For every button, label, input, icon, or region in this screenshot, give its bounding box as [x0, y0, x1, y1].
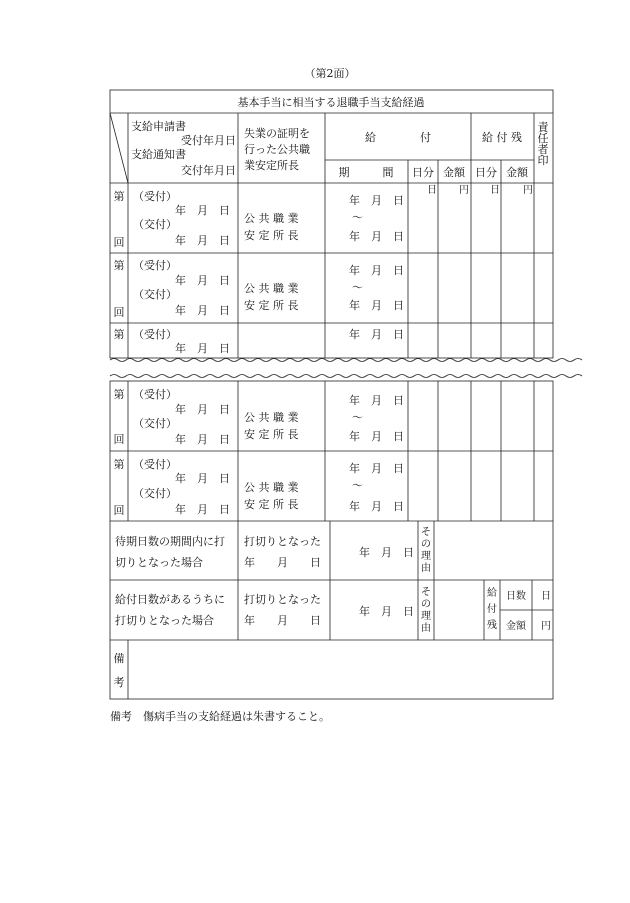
- svg-text:考: 考: [113, 676, 125, 689]
- history-table-bottom: [110, 381, 553, 699]
- break-mark: [110, 359, 582, 378]
- svg-text:（受付）: （受付）: [133, 388, 177, 401]
- header-office-3: 業安定所長: [244, 159, 299, 172]
- svg-text:年 月 日: 年 月 日: [244, 614, 321, 627]
- header-apply-doc: 支給申請書: [131, 120, 186, 133]
- svg-text:（受付）: （受付）: [133, 190, 177, 203]
- svg-text:年 月 日: 年 月 日: [359, 605, 414, 618]
- svg-text:円: 円: [541, 621, 551, 632]
- svg-text:備: 備: [113, 652, 125, 665]
- unit-day: 日: [427, 185, 437, 196]
- svg-text:金額: 金額: [506, 621, 526, 632]
- header-days: 日分: [412, 166, 434, 179]
- table-row: [114, 327, 405, 355]
- svg-text:給: 給: [487, 588, 497, 599]
- svg-text:回: 回: [113, 236, 125, 249]
- table-row: [114, 457, 405, 517]
- svg-text:由: 由: [421, 563, 431, 574]
- svg-text:理: 理: [421, 611, 431, 622]
- svg-text:年 月 日: 年 月 日: [349, 394, 404, 407]
- svg-text:年 月 日: 年 月 日: [349, 230, 404, 243]
- unit-yen: 円: [459, 185, 469, 196]
- table-row: [114, 258, 405, 319]
- header-days-2: 日分: [475, 166, 497, 179]
- header-office-1: 失業の証明を: [244, 127, 310, 140]
- svg-text:（交付）: （交付）: [133, 218, 177, 231]
- svg-text:公 共 職 業: 公 共 職 業: [244, 282, 299, 295]
- svg-text:年 月 日: 年 月 日: [349, 328, 404, 341]
- svg-text:印: 印: [537, 154, 549, 167]
- svg-text:第: 第: [113, 259, 125, 272]
- svg-text:安 定 所 長: 安 定 所 長: [244, 498, 299, 511]
- svg-text:（交付）: （交付）: [133, 288, 177, 301]
- header-notice-doc: 支給通知書: [131, 148, 186, 161]
- svg-text:（交付）: （交付）: [133, 487, 177, 500]
- svg-text:日数: 日数: [506, 591, 526, 602]
- header-diagonal: [110, 113, 128, 183]
- svg-text:第: 第: [113, 190, 125, 203]
- svg-text:公 共 職 業: 公 共 職 業: [244, 481, 299, 494]
- svg-text:年 月 日: 年 月 日: [244, 556, 321, 569]
- remarks-row: [114, 640, 129, 699]
- svg-text:回: 回: [113, 433, 125, 446]
- svg-text:由: 由: [421, 623, 431, 634]
- header-period: 期 間: [338, 166, 394, 179]
- svg-text:年 月 日: 年 月 日: [359, 546, 414, 559]
- header-amount: 金額: [443, 166, 465, 179]
- svg-text:（受付）: （受付）: [133, 328, 177, 341]
- svg-text:公 共 職 業: 公 共 職 業: [244, 411, 299, 424]
- svg-text:待期日数の期間内に打: 待期日数の期間内に打: [115, 535, 225, 548]
- header-sekinin-vertical: [538, 120, 550, 167]
- svg-text:年 月 日: 年 月 日: [175, 234, 230, 247]
- svg-text:そ: そ: [421, 527, 431, 538]
- svg-text:第: 第: [113, 388, 125, 401]
- svg-text:安 定 所 長: 安 定 所 長: [244, 428, 299, 441]
- header-office-2: 行った公共職: [244, 143, 310, 156]
- svg-text:日: 日: [541, 591, 551, 602]
- unit-day-2: 日: [490, 185, 500, 196]
- svg-text:打切りとなった場合: 打切りとなった場合: [115, 614, 214, 627]
- remaining-benefit-row: [115, 580, 553, 640]
- svg-text:そ: そ: [421, 587, 431, 598]
- svg-text:年 月 日: 年 月 日: [349, 264, 404, 277]
- footnote: 備考 傷病手当の支給経過は朱書すること。: [110, 710, 330, 723]
- svg-text:年 月 日: 年 月 日: [175, 204, 230, 217]
- svg-text:年 月 日: 年 月 日: [175, 342, 230, 355]
- svg-text:の: の: [421, 539, 431, 550]
- svg-text:理: 理: [421, 551, 431, 562]
- svg-text:残: 残: [487, 620, 497, 631]
- table-title: 基本手当に相当する退職手当支給経過: [237, 96, 425, 109]
- svg-text:〜: 〜: [352, 281, 363, 294]
- svg-text:年 月 日: 年 月 日: [349, 430, 404, 443]
- svg-text:の: の: [421, 599, 431, 610]
- table-row: [114, 387, 405, 446]
- unit-yen-2: 円: [523, 185, 533, 196]
- header-kyufuzan: 給 付 残: [482, 131, 522, 144]
- header-receipt-date: 受付年月日: [181, 134, 236, 147]
- svg-text:年 月 日: 年 月 日: [175, 274, 230, 287]
- svg-text:年 月 日: 年 月 日: [175, 472, 230, 485]
- svg-text:年 月 日: 年 月 日: [349, 500, 404, 513]
- svg-text:年 月 日: 年 月 日: [175, 503, 230, 516]
- svg-text:年 月 日: 年 月 日: [175, 403, 230, 416]
- svg-text:年 月 日: 年 月 日: [349, 194, 404, 207]
- svg-text:回: 回: [113, 504, 125, 517]
- svg-text:切りとなった場合: 切りとなった場合: [115, 556, 203, 569]
- svg-text:（受付）: （受付）: [133, 259, 177, 272]
- svg-text:責: 責: [537, 121, 549, 134]
- header-kyufu: 給 付: [365, 131, 431, 144]
- history-table-top: [110, 90, 553, 358]
- svg-text:打切りとなった: 打切りとなった: [244, 535, 321, 548]
- header-amount-2: 金額: [506, 166, 528, 179]
- svg-text:第: 第: [113, 328, 125, 341]
- svg-text:安 定 所 長: 安 定 所 長: [244, 229, 299, 242]
- svg-text:年 月 日: 年 月 日: [175, 433, 230, 446]
- svg-text:給付日数があるうちに: 給付日数があるうちに: [115, 593, 225, 606]
- svg-text:安 定 所 長: 安 定 所 長: [244, 299, 299, 312]
- svg-text:年 月 日: 年 月 日: [349, 299, 404, 312]
- table-row: [114, 189, 405, 249]
- header-issue-date: 交付年月日: [181, 164, 236, 177]
- svg-text:第: 第: [113, 458, 125, 471]
- svg-text:（受付）: （受付）: [133, 458, 177, 471]
- svg-text:（交付）: （交付）: [133, 417, 177, 430]
- svg-text:〜: 〜: [352, 411, 363, 424]
- svg-text:付: 付: [487, 604, 497, 615]
- page-label: （第2面）: [304, 67, 356, 80]
- svg-text:打切りとなった: 打切りとなった: [244, 593, 321, 606]
- svg-text:公 共 職 業: 公 共 職 業: [244, 212, 299, 225]
- svg-text:年 月 日: 年 月 日: [175, 304, 230, 317]
- svg-text:〜: 〜: [352, 479, 363, 492]
- svg-text:〜: 〜: [352, 211, 363, 224]
- svg-text:者: 者: [537, 143, 549, 156]
- svg-text:年 月 日: 年 月 日: [349, 462, 404, 475]
- svg-text:回: 回: [113, 306, 125, 319]
- svg-text:任: 任: [537, 132, 549, 145]
